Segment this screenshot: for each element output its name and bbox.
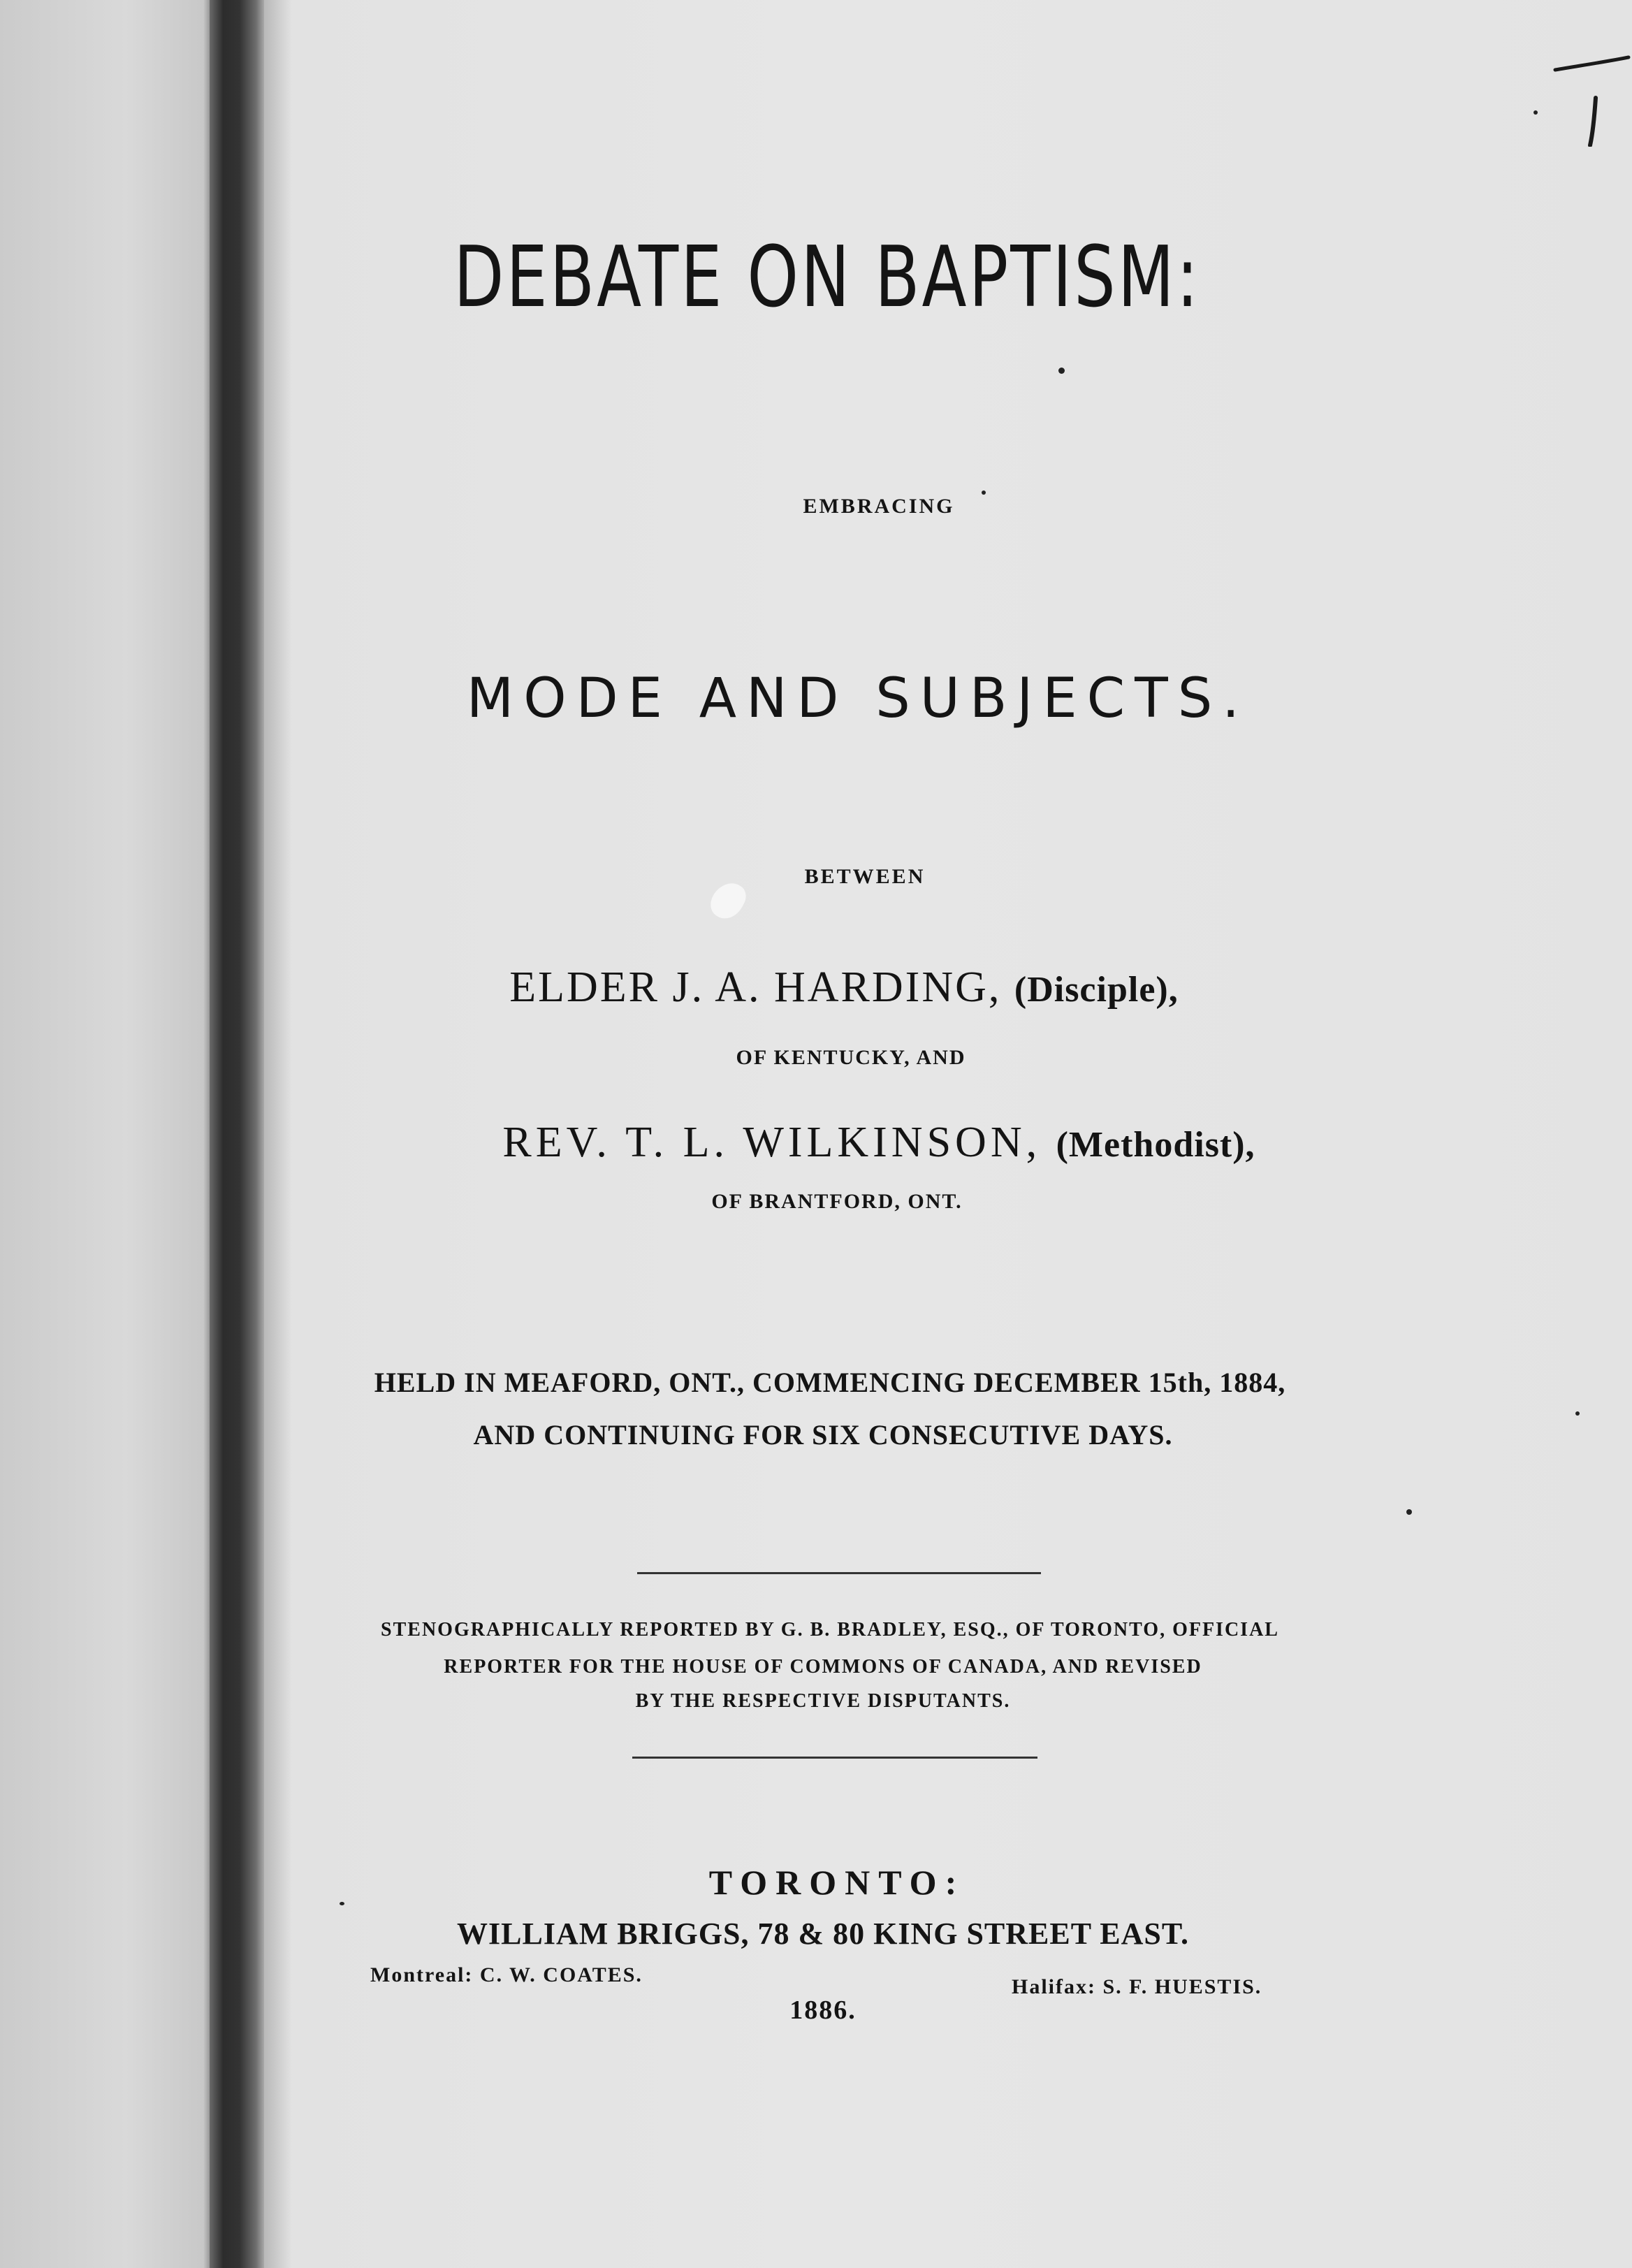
disputant-2 — [63, 1118, 1632, 1168]
reporting-note-line-2: REPORTER FOR THE HOUSE OF COMMONS OF CANADA, AND REVISED — [444, 1656, 1202, 1678]
disputant-1-denomination: (Disciple), — [1014, 970, 1179, 1010]
disputant-2-denomination: (Methodist), — [1056, 1125, 1255, 1165]
speck — [1406, 1509, 1412, 1515]
imprint-halifax-agent: Halifax: S. F. HUESTIS. — [1012, 1975, 1262, 1998]
handwritten-page-mark — [1541, 21, 1632, 147]
imprint-publisher: WILLIAM BRIGGS, 78 & 80 KING STREET EAST. — [457, 1917, 1189, 1951]
imprint-montreal-agent: Montreal: C. W. COATES. — [370, 1963, 643, 1986]
reporting-note-line-3: BY THE RESPECTIVE DISPUTANTS. — [635, 1690, 1011, 1712]
speck — [1058, 368, 1065, 374]
divider-rule-top — [637, 1572, 1041, 1574]
imprint-year: 1886. — [789, 1996, 857, 2025]
disputant-1-name: ELDER J. A. HARDING, — [509, 964, 1002, 1011]
between-label: BETWEEN — [804, 865, 926, 888]
disputant-2-name: REV. T. L. WILKINSON, — [502, 1119, 1042, 1166]
divider-rule-bottom — [632, 1757, 1037, 1759]
disputant-2-origin: OF BRANTFORD, ONT. — [711, 1190, 963, 1213]
speck — [1575, 1411, 1580, 1416]
debate-venue-line-1: HELD IN MEAFORD, ONT., COMMENCING DECEMBER 15th, 1884, — [374, 1367, 1286, 1398]
embracing-label: EMBRACING — [803, 495, 955, 518]
debate-venue-line-2: AND CONTINUING FOR SIX CONSECUTIVE DAYS. — [473, 1419, 1173, 1451]
disputant-1 — [28, 963, 1632, 1012]
imprint-city: TORONTO: — [708, 1863, 966, 1902]
book-subtitle: MODE AND SUBJECTS. — [466, 667, 1250, 730]
speck — [1533, 110, 1538, 115]
disputant-1-origin: OF KENTUCKY, AND — [736, 1046, 966, 1069]
reporting-note-line-1: STENOGRAPHICALLY REPORTED BY G. B. BRADLEY, ESQ., OF TORONTO, OFFICIAL — [381, 1619, 1279, 1641]
book-title: DEBATE ON BAPTISM: — [453, 229, 1201, 326]
